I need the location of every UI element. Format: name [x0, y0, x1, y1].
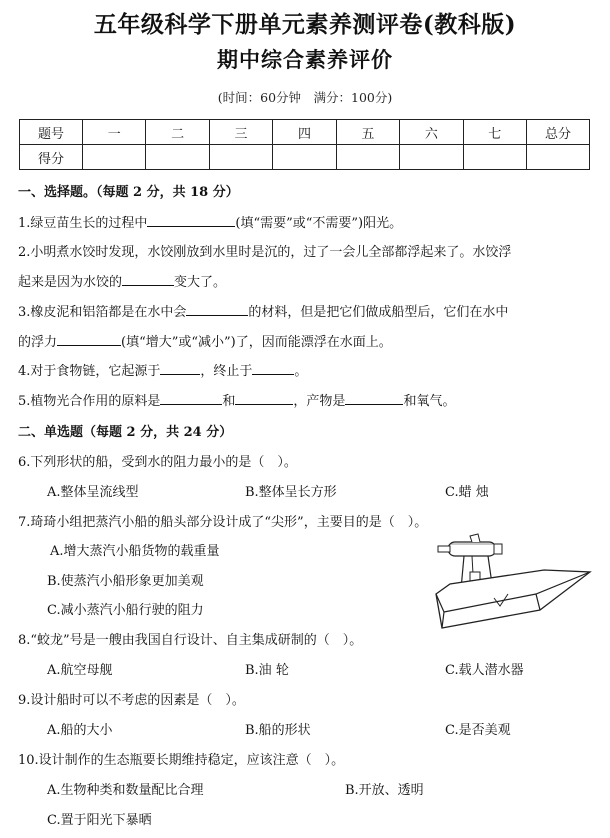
q2-text-b: 起来是因为水饺的 [18, 275, 123, 290]
q4-answer-blank-1[interactable] [160, 362, 200, 375]
question-2-line-1: 2.小明煮水饺时发现，水饺刚放到水里时是沉的，过了一会儿全部都浮起来了。水饺浮 [18, 245, 512, 260]
q6-option-c[interactable]: C.蜡 烛 [445, 485, 489, 500]
question-1 [18, 212, 402, 231]
q4-text-c: 。 [294, 364, 308, 379]
exam-title: 五年级科学下册单元素养测评卷(教科版) [93, 11, 517, 38]
score-table-cell: 四 [273, 120, 336, 145]
q2-answer-blank[interactable] [122, 273, 174, 286]
question-2-line-2 [18, 271, 226, 290]
q3-text-c: 的浮力 [18, 335, 58, 350]
score-table-cell: 三 [209, 120, 272, 145]
score-input-cell[interactable] [527, 145, 590, 170]
question-7-stem: 7.琦琦小组把蒸汽小船的船头部分设计成了“尖形”，主要目的是（ ）。 [18, 515, 428, 530]
score-input-cell[interactable] [209, 145, 272, 170]
q3-text-d: (填“增大”或“减小”)了，因而能漂浮在水面上。 [121, 335, 392, 350]
q5-answer-blank-2[interactable] [235, 392, 293, 405]
q2-text-c: 变大了。 [174, 275, 227, 290]
section-2-title: 二、单选题（每题 2 分，共 24 分） [18, 425, 233, 440]
score-input-cell[interactable] [336, 145, 399, 170]
score-input-cell[interactable] [273, 145, 336, 170]
q1-text-a: 1.绿豆苗生长的过程中 [18, 216, 148, 231]
q3-text-b: 的材料，但是把它们做成船型后，它们在水中 [248, 305, 509, 320]
q3-answer-blank-1[interactable] [186, 303, 248, 316]
section-1-title: 一、选择题。（每题 2 分，共 18 分） [18, 185, 239, 200]
q4-text-a: 4.对于食物链，它起源于 [18, 364, 161, 379]
score-table-cell: 六 [400, 120, 463, 145]
q3-answer-blank-2[interactable] [57, 333, 121, 346]
score-table [19, 119, 590, 170]
steam-boat-illustration [432, 532, 592, 632]
score-table-header-row [20, 120, 590, 145]
q3-text-a: 3.橡皮泥和铝箔都是在水中会 [18, 305, 187, 320]
question-10-stem: 10.设计制作的生态瓶要长期维持稳定，应该注意（ ）。 [18, 753, 345, 768]
score-table-cell: 五 [336, 120, 399, 145]
q1-answer-blank[interactable] [147, 214, 235, 227]
score-input-cell[interactable] [146, 145, 209, 170]
q4-text-b: ，终止于 [200, 364, 253, 379]
q6-option-b[interactable]: B.整体呈长方形 [245, 485, 337, 500]
q1-text-b: (填“需要”或“不需要”)阳光。 [235, 216, 403, 231]
score-input-cell[interactable] [83, 145, 146, 170]
q5-answer-blank-1[interactable] [160, 392, 222, 405]
q8-option-c[interactable]: C.载人潜水器 [445, 663, 524, 678]
score-table-cell: 二 [146, 120, 209, 145]
q10-option-b[interactable]: B.开放、透明 [345, 783, 424, 798]
q9-option-a[interactable]: A.船的大小 [47, 723, 113, 738]
question-9-stem: 9.设计船时可以不考虑的因素是（ ）。 [18, 693, 245, 708]
q5-text-c: ，产物是 [293, 394, 346, 409]
question-6-stem: 6.下列形状的船，受到水的阻力最小的是（ ）。 [18, 455, 297, 470]
score-input-cell[interactable] [400, 145, 463, 170]
score-table-cell: 题号 [20, 120, 83, 145]
q9-option-c[interactable]: C.是否美观 [445, 723, 511, 738]
question-4 [18, 360, 307, 379]
q7-option-b[interactable]: B.使蒸汽小船形象更加美观 [47, 574, 204, 589]
q6-option-a[interactable]: A.整体呈流线型 [47, 485, 139, 500]
q8-option-a[interactable]: A.航空母舰 [47, 663, 113, 678]
q4-answer-blank-2[interactable] [252, 362, 294, 375]
score-table-score-row [20, 145, 590, 170]
q5-text-b: 和 [222, 394, 236, 409]
q5-text-a: 5.植物光合作用的原料是 [18, 394, 161, 409]
score-table-cell: 总分 [527, 120, 590, 145]
score-table-cell: 一 [83, 120, 146, 145]
question-3-line-1 [18, 301, 508, 320]
q10-option-a[interactable]: A.生物种类和数量配比合理 [47, 783, 204, 798]
score-table-cell: 七 [463, 120, 526, 145]
time-info: (时间：60分钟 满分：100分) [217, 90, 393, 105]
question-5 [18, 390, 455, 409]
q5-text-d: 和氧气。 [403, 394, 456, 409]
q9-option-b[interactable]: B.船的形状 [245, 723, 311, 738]
score-row-label: 得分 [20, 145, 83, 170]
question-3-line-2 [18, 331, 392, 350]
q7-option-a[interactable]: A.增大蒸汽小船货物的载重量 [50, 544, 220, 559]
q8-option-b[interactable]: B.油 轮 [245, 663, 289, 678]
score-input-cell[interactable] [463, 145, 526, 170]
q5-answer-blank-3[interactable] [345, 392, 403, 405]
q10-option-c[interactable]: C.置于阳光下暴晒 [47, 813, 152, 828]
exam-subtitle: 期中综合素养评价 [217, 47, 393, 72]
question-8-stem: 8.“蛟龙”号是一艘由我国自行设计、自主集成研制的（ ）。 [18, 633, 363, 648]
q7-option-c[interactable]: C.减小蒸汽小船行驶的阻力 [47, 603, 204, 618]
